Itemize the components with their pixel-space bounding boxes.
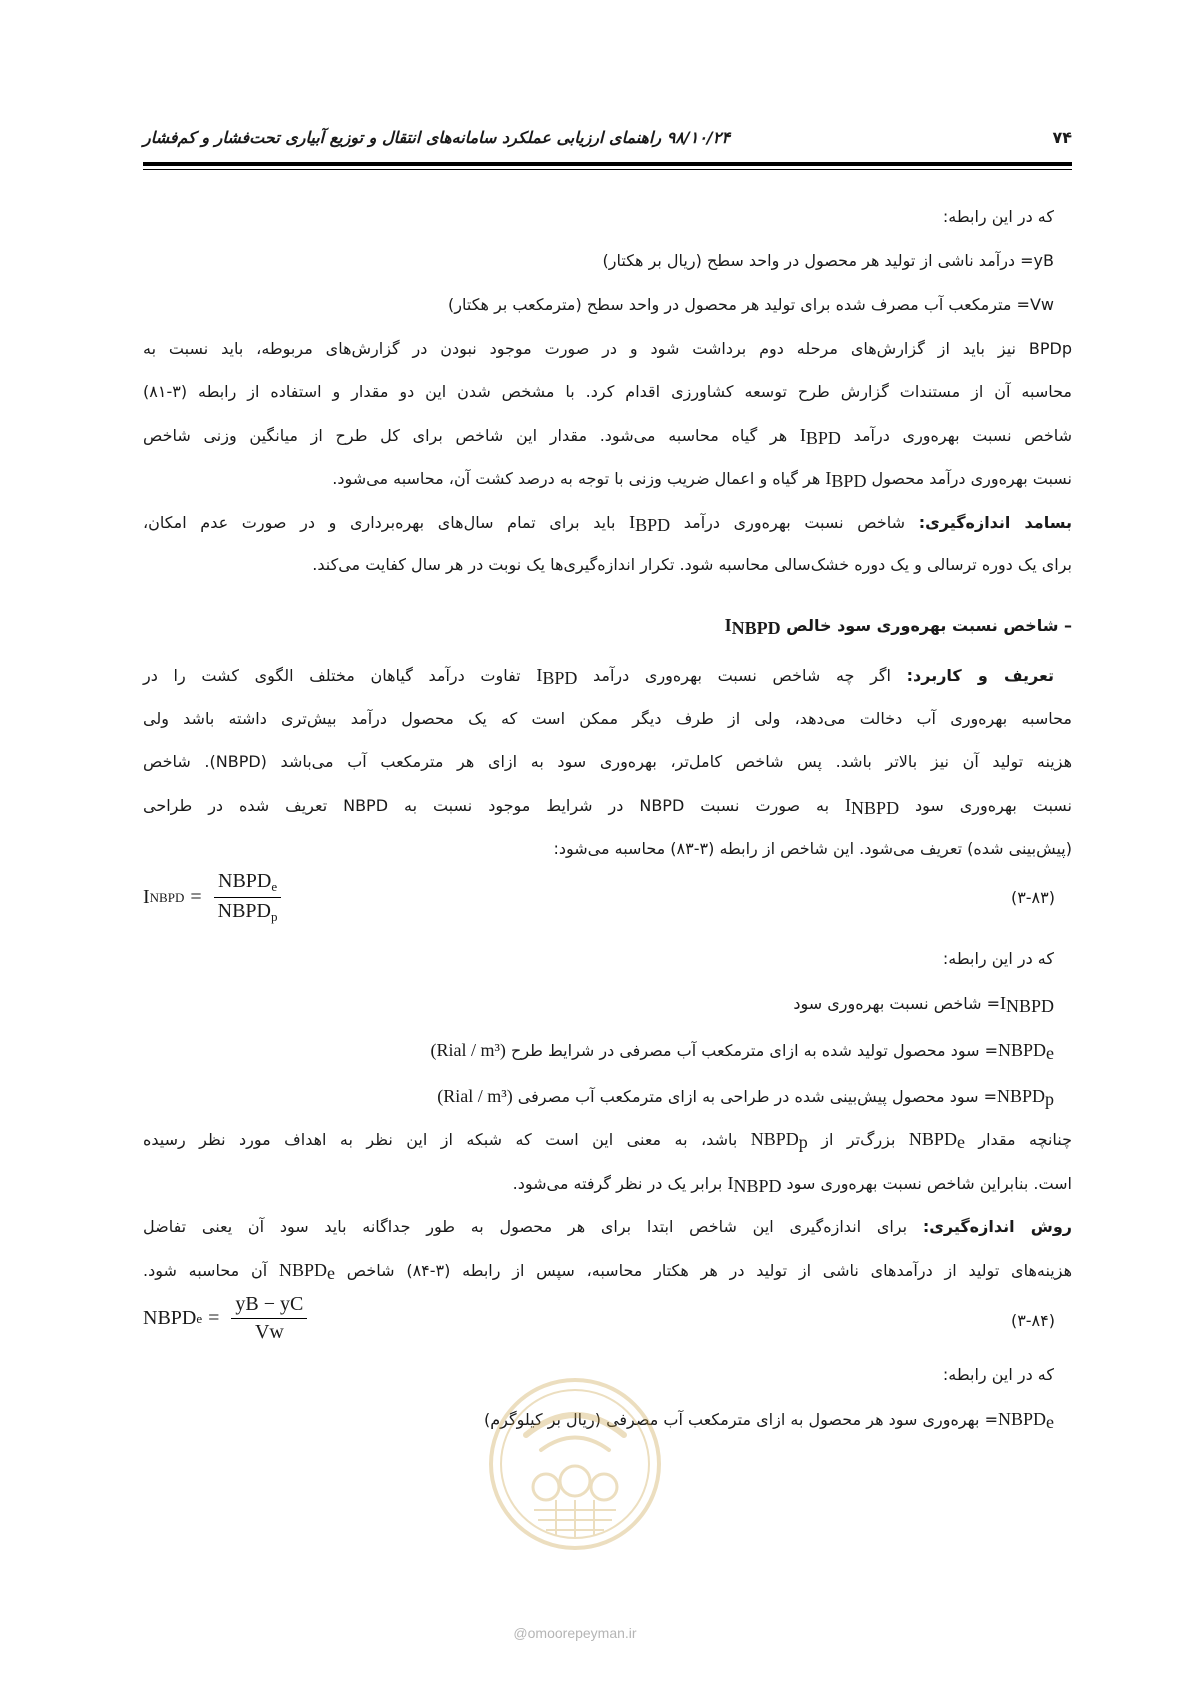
formula-numerator: $NBPD_e$: [214, 870, 281, 898]
paragraph-line: NBPDp= سود محصول پیش‌بینی شده در طراحی به ازای مترمکعب آب مصرفی (Rial / m³): [437, 1086, 1054, 1109]
paragraph-line: روش اندازه‌گیری: برای اندازه‌گیری این شاخص ابتدا برای هر محصول به طور جداگانه باید سود آن یعنی تفاضل: [143, 1217, 1073, 1236]
header-rule-thick: [143, 162, 1072, 166]
formula-numerator: yB − yC: [231, 1293, 307, 1319]
formula-83: [143, 870, 282, 925]
paragraph-line: BPDp نیز باید از گزارش‌های مرحله دوم برداشت شود و در صورت موجود نبودن در گزارش‌های مربوطه، باید نسبت به: [143, 339, 1072, 358]
paragraph-line: شاخص نسبت بهره‌وری درآمد IBPD هر گیاه محاسبه می‌شود. مقدار این شاخص برای کل طرح از میانگین وزنی شاخص: [143, 425, 1072, 448]
formula-equals: =: [190, 886, 202, 908]
equation-number: (۳-۸۳): [1010, 888, 1055, 907]
paragraph-line: Vw= مترمکعب آب مصرف شده برای تولید هر محصول در واحد سطح (مترمکعب بر هکتار): [448, 295, 1054, 314]
paragraph-line: نسبت بهره‌وری سود INBPD به صورت نسبت NBPD در شرایط موجود نسبت به NBPD تعریف شده در طراحی: [143, 795, 1073, 818]
formula-fraction: [231, 1293, 307, 1344]
watermark-logo: [486, 1375, 664, 1553]
paragraph-line: محاسبه بهره‌وری آب دخالت می‌دهد، ولی از طرف دیگر ممکن است که یک محصول درآمد بیش‌تری داشته باشد ولی: [143, 709, 1072, 728]
formula-84: [143, 1293, 307, 1344]
paragraph-line: چنانچه مقدار NBPDe بزرگ‌تر از NBPDp باشد، به معنی این است که شبکه از این نظر به اهداف مورد نظر رسیده: [143, 1129, 1073, 1152]
bold-label: تعریف و کاربرد:: [906, 666, 1055, 685]
paragraph-line: که در این رابطه:: [942, 1365, 1054, 1384]
bold-label: بسامد اندازه‌گیری:: [918, 513, 1072, 532]
paragraph-line: تعریف و کاربرد: اگر چه شاخص نسبت بهره‌وری درآمد IBPD تفاوت درآمد گیاهان مختلف الگوی کشت را در: [143, 665, 1055, 688]
equation-number: (۳-۸۴): [1010, 1311, 1055, 1330]
paragraph-line: محاسبه آن از مستندات گزارش طرح توسعه کشاورزی اقدام کرد. با مشخص شدن این دو مقدار و استفاده از رابطه (۳-۸۱): [143, 382, 1072, 401]
paragraph-line: INBPD= شاخص نسبت بهره‌وری سود: [793, 993, 1054, 1016]
formula-denominator: $NBPD_p$: [217, 900, 278, 924]
paragraph-line: NBPDe= سود محصول تولید شده به ازای مترمکعب آب مصرفی در شرایط طرح (Rial / m³): [430, 1040, 1054, 1063]
paragraph-line: بسامد اندازه‌گیری: شاخص نسبت بهره‌وری درآمد IBPD باید برای تمام سال‌های بهره‌برداری و در صورت عدم امکان،: [143, 512, 1072, 535]
paragraph-line: yB= درآمد ناشی از تولید هر محصول در واحد سطح (ریال بر هکتار): [602, 251, 1054, 270]
paragraph-line: است. بنابراین شاخص نسبت بهره‌وری سود INBPD برابر یک در نظر گرفته می‌شود.: [512, 1173, 1072, 1196]
paragraph-line: هزینه‌های تولید از درآمدهای ناشی از تولید در هر هکتار محاسبه، سپس از رابطه (۳-۸۴) شاخص NBPDe آن محاسبه شود.: [143, 1260, 1073, 1283]
bold-label: روش اندازه‌گیری:: [922, 1217, 1073, 1236]
header-rule-thin: [143, 169, 1072, 170]
paragraph-line: نسبت بهره‌وری درآمد محصول IBPD هر گیاه و اعمال ضریب وزنی با توجه به درصد کشت آن، محاسبه می‌شود.: [332, 468, 1072, 491]
formula-lhs: I: [143, 886, 150, 908]
formula-equals: =: [208, 1307, 220, 1329]
running-header: [143, 128, 1072, 154]
paragraph-line: هزینه تولید آن نیز بالاتر باشد. پس شاخص کامل‌تر، بهره‌وری سود به ازای هر مترمکعب آب می‌باشد (NBPD). شاخص: [143, 752, 1073, 771]
paragraph-line: که در این رابطه:: [942, 207, 1054, 226]
section-heading: – شاخص نسبت بهره‌وری سود خالص INBPD: [724, 615, 1072, 638]
formula-lhs: NBPD: [143, 1307, 197, 1329]
paragraph-line: NBPDe= بهره‌وری سود هر محصول به ازای مترمکعب آب مصرفی (ریال بر کیلوگرم): [484, 1409, 1054, 1432]
page-number: ۷۴: [1052, 128, 1072, 147]
watermark-site: @omoorepeyman.ir: [513, 1625, 637, 1641]
paragraph-line: که در این رابطه:: [942, 949, 1054, 968]
header-title: ۹۸/۱۰/۲۴ راهنمای ارزیابی عملکرد سامانه‌های انتقال و توزیع آبیاری تحت‌فشار و کم‌فشار: [143, 128, 730, 147]
formula-fraction: [214, 870, 282, 925]
formula-denominator: Vw: [254, 1321, 284, 1343]
formula-lhs-sub: e: [196, 1310, 203, 1326]
paragraph-line: برای یک دوره ترسالی و یک دوره خشک‌سالی محاسبه شود. تکرار اندازه‌گیری‌ها یک نوبت در هر سال کفایت می‌کند.: [312, 555, 1072, 574]
paragraph-line: (پیش‌بینی شده) تعریف می‌شود. این شاخص از رابطه (۳-۸۳) محاسبه می‌شود:: [553, 839, 1072, 858]
formula-lhs-sub: NBPD: [149, 889, 185, 905]
